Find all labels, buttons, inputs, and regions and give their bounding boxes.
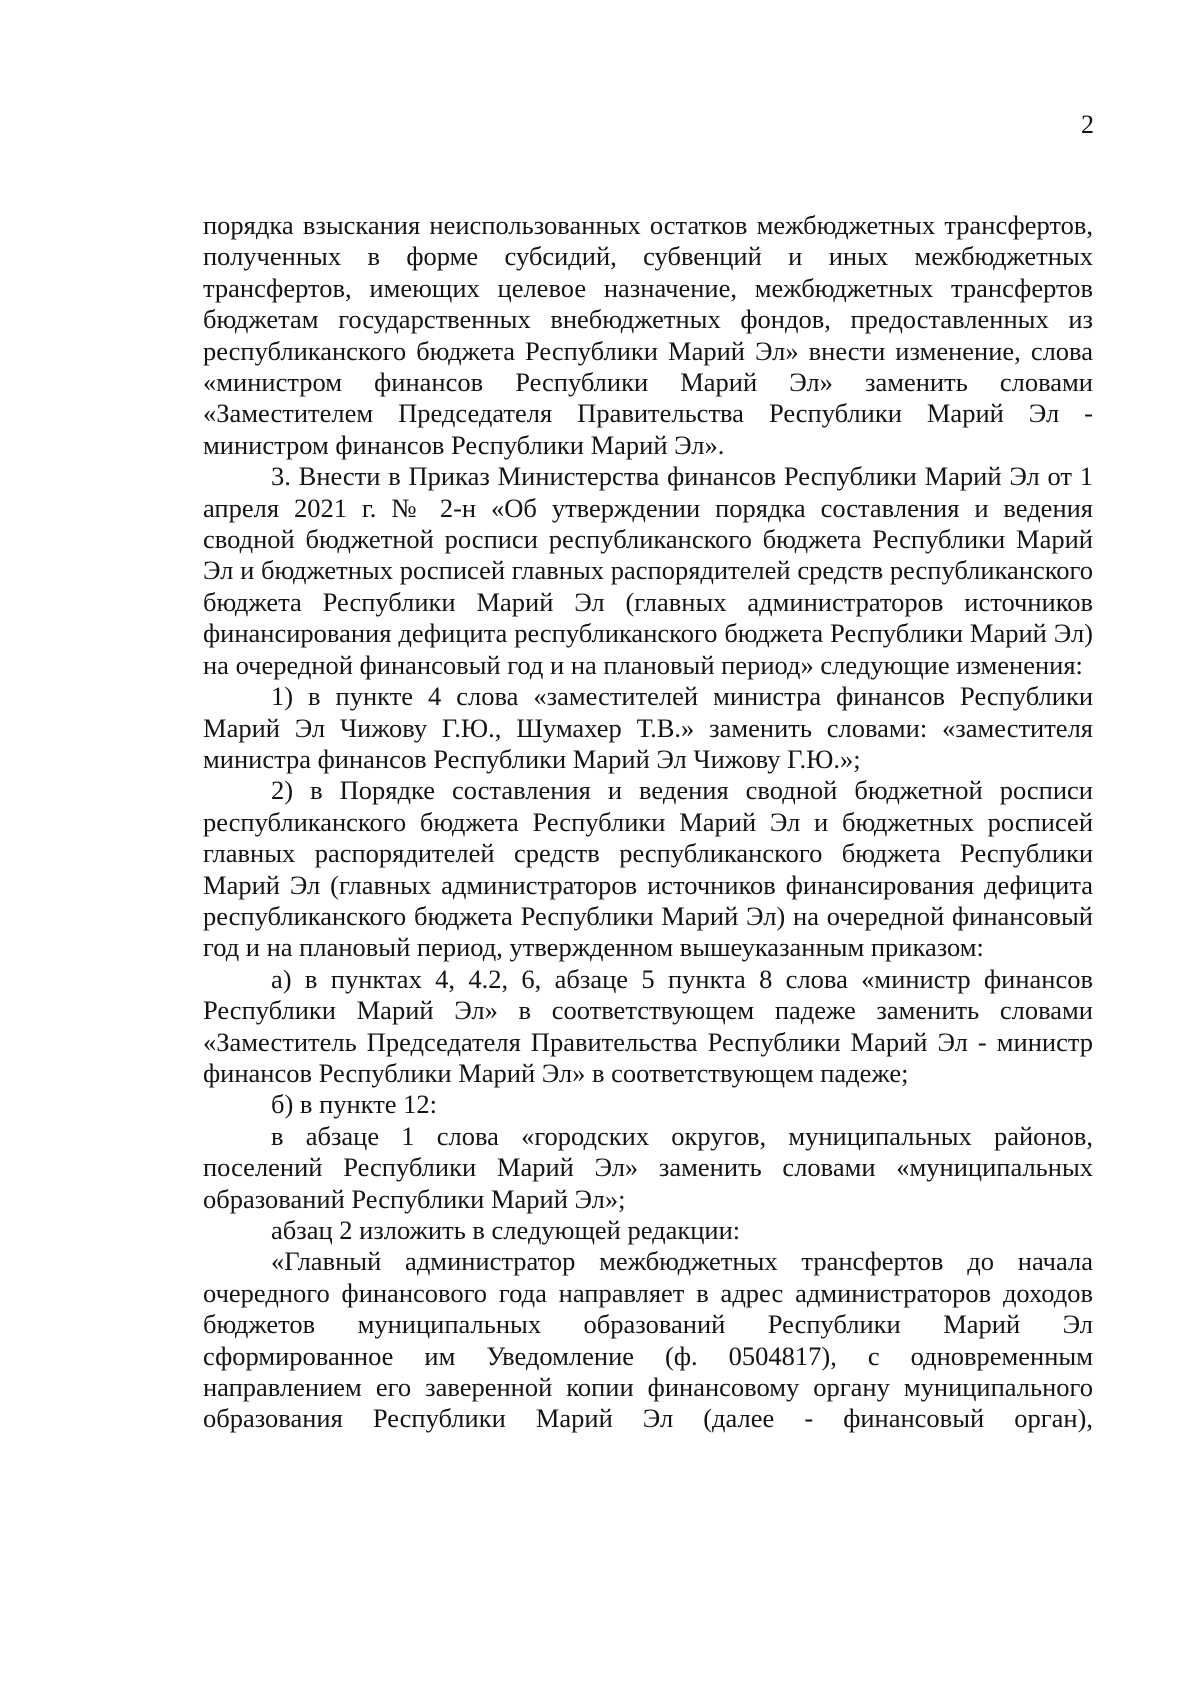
paragraph-item-3: 3. Внести в Приказ Министерства финансов Республики Марий Эл от 1 апреля 2021 г. № 2-н «Об утверждении порядка составления и ведения сводной бюджетной росписи республиканского бюджета Республики Марий Эл и бюджетных росписей главных распорядителей средств республиканского бюджета Республики Марий Эл (главных администраторов источников финансирования дефицита республиканского бюджета Республики Марий Эл) на очередной финансовый год и на плановый период» следующие изменения: [203,461,1093,680]
paragraph-quoted-text: «Главный администратор межбюджетных трансфертов до начала очередного финансового года направляет в адрес администраторов доходов бюджетов муниципальных образований Республики Марий Эл сформированное им Уведомление (ф. 0504817), с одновременным направлением его заверенной копии финансовому органу муниципального образования Республики Марий Эл (далее - финансовый орган), [203,1246,1093,1434]
paragraph-abzac-2: абзац 2 изложить в следующей редакции: [271,1215,741,1245]
paragraph-subitem-a: а) в пунктах 4, 4.2, 6, абзаце 5 пункта 8 слова «министр финансов Республики Марий Эл» в соответствующем падеже заменить словами «Заместитель Председателя Правительства Республики Марий Эл - министр финансов Республики Марий Эл» в соответствующем падеже; [203,963,1093,1088]
paragraph-subitem-2: 2) в Порядке составления и ведения сводной бюджетной росписи республиканского бюджета Республики Марий Эл и бюджетных росписей главных распорядителей средств республиканского бюджета Республики Марий Эл (главных администраторов источников финансирования дефицита республиканского бюджета Республики Марий Эл) на очередной финансовый год и на плановый период, утвержденном вышеуказанным приказом: [203,775,1093,963]
page-number: 2 [1081,110,1094,139]
paragraph-abzac-1: в абзаце 1 слова «городских округов, муниципальных районов, поселений Республики Марий Эл» заменить словами «муниципальных образований Республики Марий Эл»; [203,1120,1093,1214]
document-body [203,210,1093,1435]
paragraph-continuation: порядка взыскания неиспользованных остатков межбюджетных трансфертов, полученных в форме субсидий, субвенций и иных межбюджетных трансфертов, имеющих целевое назначение, межбюджетных трансфертов бюджетам государственных внебюджетных фондов, предоставленных из республиканского бюджета Республики Марий Эл» внести изменение, слова «министром финансов Республики Марий Эл» заменить словами «Заместителем Председателя Правительства Республики Марий Эл - министром финансов Республики Марий Эл». [203,210,1093,460]
paragraph-subitem-1: 1) в пункте 4 слова «заместителей министра финансов Республики Марий Эл Чижову Г.Ю., Шумахер Т.В.» заменить словами: «заместителя министра финансов Республики Марий Эл Чижову Г.Ю.»; [203,681,1093,774]
paragraph-subitem-b: б) в пункте 12: [271,1089,438,1120]
